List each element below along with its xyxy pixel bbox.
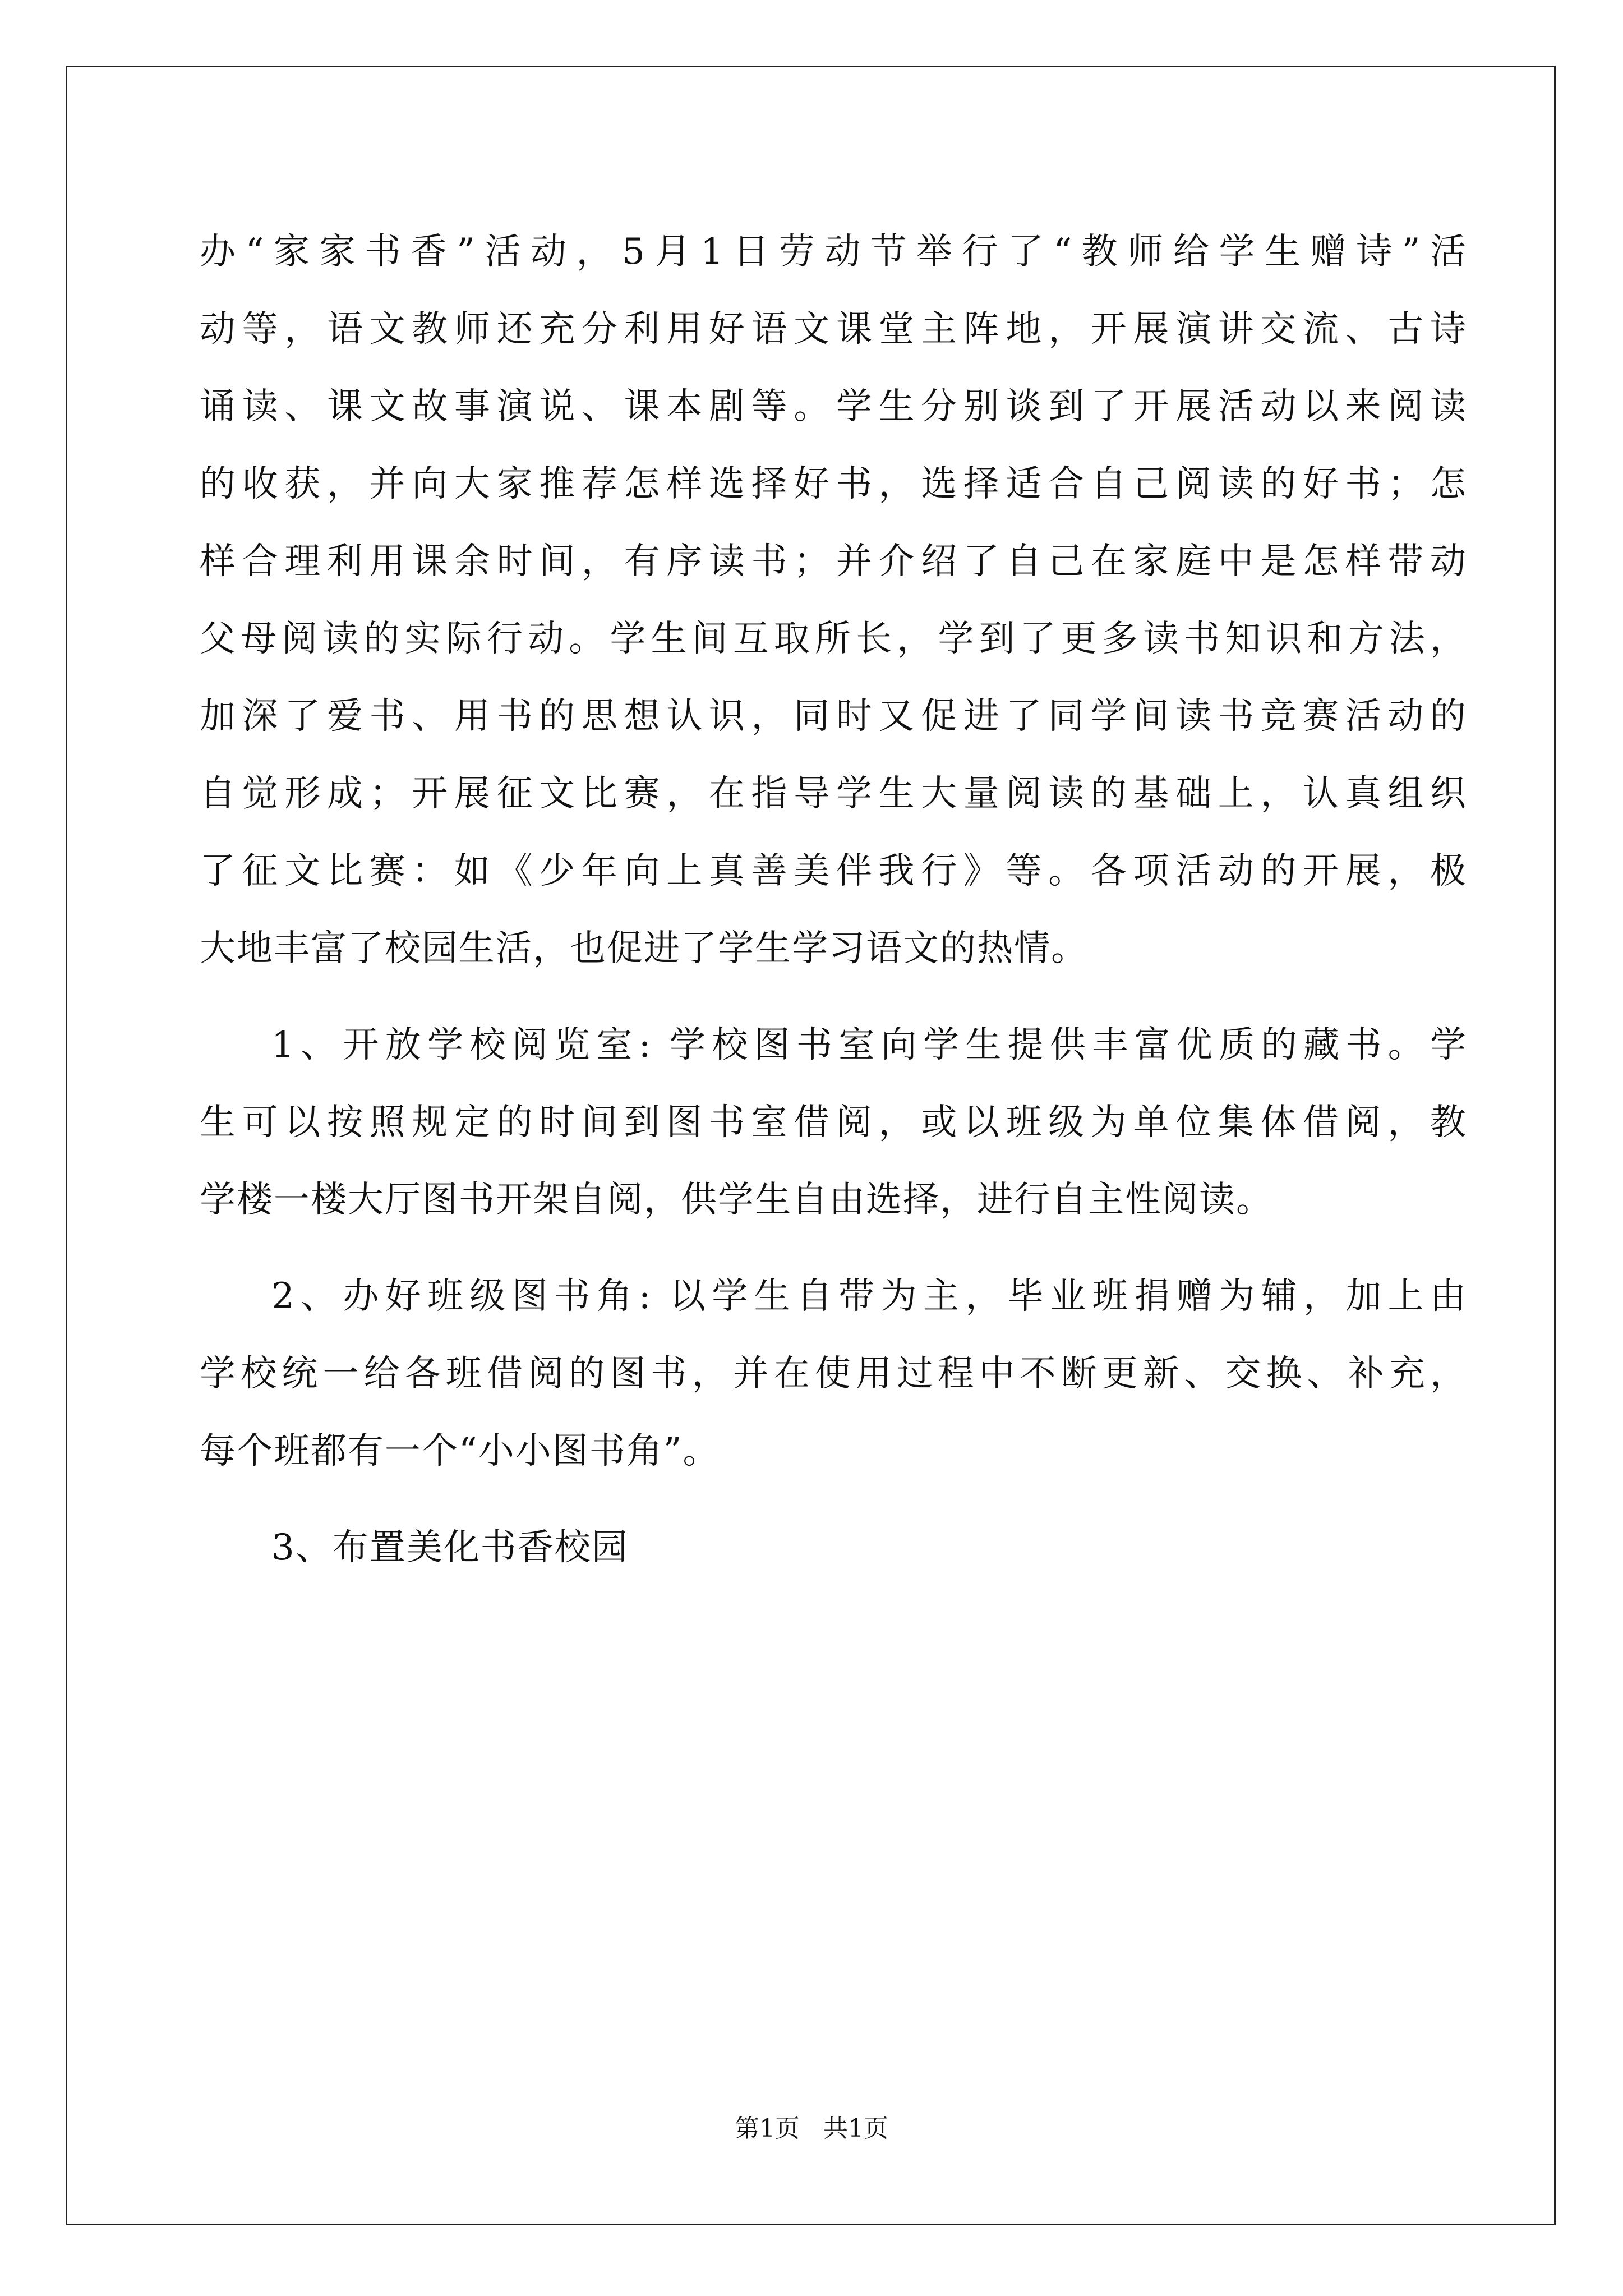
text-line: 样合理利用课余时间，有序读书；并介绍了自己在家庭中是怎样带动 bbox=[200, 541, 1467, 582]
document-body bbox=[200, 213, 1467, 1586]
text-line: 学校统一给各班借阅的图书，并在使用过程中不断更新、交换、补充， bbox=[200, 1353, 1467, 1395]
text-line: 1、开放学校阅览室: 学校图书室向学生提供丰富优质的藏书。学 bbox=[271, 1024, 1467, 1066]
text-line: 生可以按照规定的时间到图书室借阅，或以班级为单位集体借阅，教 bbox=[200, 1102, 1467, 1143]
text-line: 的收获，并向大家推荐怎样选择好书，选择适合自己阅读的好书；怎 bbox=[200, 463, 1467, 505]
section-heading: 3、布置美化书香校园 bbox=[271, 1527, 629, 1568]
text-line: 2、办好班级图书角: 以学生自带为主，毕业班捐赠为辅，加上由 bbox=[271, 1276, 1467, 1317]
page-footer: 第1页 共1页 bbox=[735, 2114, 888, 2143]
text-line: 每个班都有一个“小小图书角”。 bbox=[200, 1430, 720, 1472]
text-line: 了征文比赛：如《少年向上真善美伴我行》等。各项活动的开展，极 bbox=[200, 850, 1467, 892]
text-line: 办“家家书香”活动，5月1日劳动节举行了“教师给学生赠诗”活 bbox=[200, 231, 1467, 273]
text-line: 加深了爱书、用书的思想认识，同时又促进了同学间读书竞赛活动的 bbox=[200, 696, 1467, 737]
text-line: 自觉形成；开展征文比赛，在指导学生大量阅读的基础上，认真组织 bbox=[200, 773, 1467, 815]
text-line: 动等，语文教师还充分利用好语文课堂主阵地，开展演讲交流、古诗 bbox=[200, 309, 1467, 350]
text-line: 父母阅读的实际行动。学生间互取所长，学到了更多读书知识和方法， bbox=[200, 618, 1467, 660]
text-line: 诵读、课文故事演说、课本剧等。学生分别谈到了开展活动以来阅读 bbox=[200, 386, 1467, 427]
text-line: 大地丰富了校园生活，也促进了学生学习语文的热情。 bbox=[200, 928, 1088, 969]
text-line: 学楼一楼大厅图书开架自阅，供学生自由选择，进行自主性阅读。 bbox=[200, 1179, 1273, 1221]
